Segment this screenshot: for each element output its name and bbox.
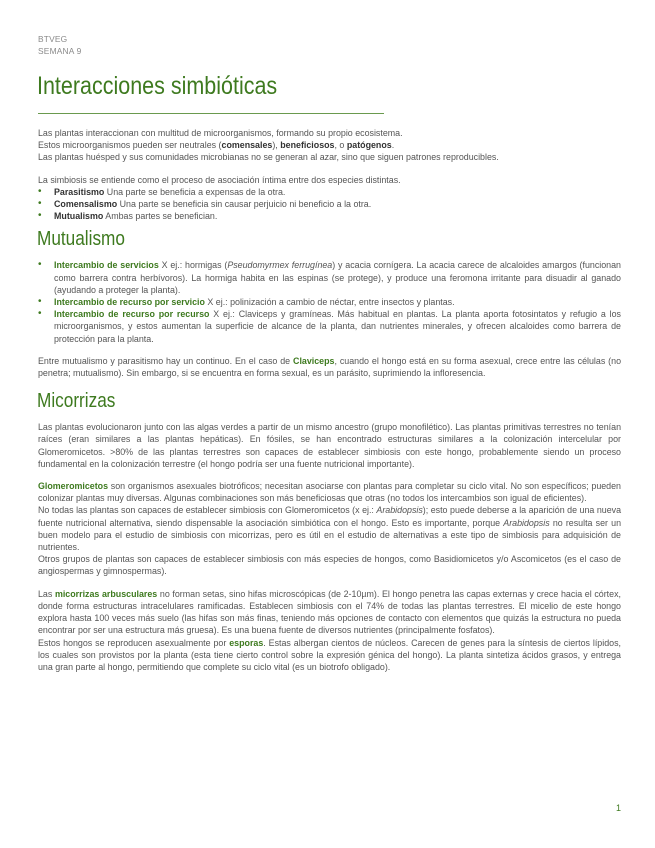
- list-item: • Mutualismo Ambas partes se benefician.: [38, 210, 621, 222]
- title-divider: [38, 113, 384, 114]
- symbiosis-types-list: [38, 186, 621, 223]
- term-comensales: comensales: [221, 140, 273, 151]
- glomeromicetos-paragraph: Glomeromicetos son organismos asexuales biotróficos; necesitan asociarse con plantas para completar su ciclo vital. No son específicos; pueden colonizar plantas muy diversas. Algunas combinaciones son más beneficiosas que otras (no todos los intercambios son igual de eficientes).: [38, 481, 621, 504]
- arbusculares-paragraph-2: Estos hongos se reproducen asexualmente por esporas. Estas albergan cientos de núcleos. Carecen de genes para la síntesis de ciertos lípidos, los cuales son provistos por la planta (esta tiene cierto control sobre la expresión génica del hongo). La planta sintetiza ácidos grasos, y entrega una gran parte al hongo, permitiendo que complete su ciclo vital (es un biotrofo obligado).: [38, 637, 621, 672]
- intro-line-1: Las plantas interaccionan con multitud de microorganismos, formando su propio ecosistema.: [38, 128, 403, 138]
- page-number: 1: [615, 803, 621, 813]
- term-patogenos: patógenos: [346, 140, 392, 151]
- mutualism-list: [38, 259, 621, 344]
- symbiosis-definition: La simbiosis se entiende como el proceso de asociación íntima entre dos especies distintas.: [38, 174, 401, 185]
- arbusculares-paragraph: Las micorrizas arbusculares no forman setas, sino hifas microscópicas (de 2-10µm). El hongo penetra las capas externas y crece hacia el córtex, donde forma estructuras intracelulares ramificadas. Establecen simbiosis con el 74% de todas las plantas terrestres. El micelio de este hongo explora hasta 100 veces más suelo (las hifas son más finas, teniendo más opciones de contacto con elementos que quizás la estructura no pueda encontrar por ser una estructura más gruesa). Es una buena fuente de diversos nutrientes (principalmente fosfatos).: [38, 588, 621, 636]
- list-item: • Comensalismo Una parte se beneficia sin causar perjuicio ni beneficio a la otra.: [38, 198, 621, 210]
- page-title: Interacciones simbióticas: [37, 72, 278, 100]
- glomeromicetos-paragraph-2: No todas las plantas son capaces de establecer simbiosis con Glomeromicetos (x ej.: Arabidopsis); esto puede deberse a la aparición de una nueva fuente nutricional alternativa, siendo dispensable la asociación simbiótica con el hongo. Esto es importante, porque Arabidopsis no resulta ser un buen modelo para el estudio de simbiosis con micorrizas, pero es útil en el estudio de alternativas a este tipo de simbiosis para adquisición de nutrientes.: [38, 505, 622, 553]
- list-item: • Intercambio de recurso por recurso X ej.: Claviceps y gramíneas. Más habitual en plantas. La planta aporta fotosintatos y refugio a los microorganismos, y estos aumentan la superficie de alcance de la planta, dan nutrientes minerales, y ofrecen alcaloides como barrera de protección para la planta.: [38, 308, 621, 345]
- section-heading-micorrizas: Micorrizas: [37, 390, 116, 413]
- list-item: • Intercambio de recurso por servicio X ej.: polinización a cambio de néctar, entre insectos y plantas.: [38, 296, 621, 308]
- document-body: [38, 127, 621, 673]
- section-heading-mutualismo: Mutualismo: [37, 228, 125, 251]
- page-header: [38, 33, 82, 57]
- micorrizas-paragraph-1: Las plantas evolucionaron junto con las algas verdes a partir de un mismo ancestro (grupo monofilético). Las plantas primitivas terrestres no tenían raíces (eran similares a las plantas hepáticas). En fósiles, se han encontrado estructuras similares a la colonización intercelular por Glomeromicetos. >80% de las plantas terrestres son capaces de establecer simbiosis con este hongo, probablemente siendo un proceso fundamental en la colonización terrestre (el hongo podría ser una fuente nutricional importante).: [38, 422, 621, 469]
- term-beneficiosos: beneficiosos: [280, 140, 335, 151]
- continuum-paragraph: Entre mutualismo y parasitismo hay un continuo. En el caso de Claviceps, cuando el hongo está en su forma asexual, crece entre las células (no penetra; mutualismo). Sin embargo, si se encuentra en forma sexual, es un parásito, suprimiendo la infloresencia.: [38, 355, 622, 379]
- term-claviceps: Claviceps: [293, 355, 335, 366]
- list-item: • Parasitismo Una parte se beneficia a expensas de la otra.: [38, 186, 621, 198]
- week-label: SEMANA 9: [38, 46, 82, 56]
- course-code: BTVEG: [38, 34, 68, 44]
- list-item: • Intercambio de servicios X ej.: hormigas (Pseudomyrmex ferrugínea) y acacia cornígera. La acacia carece de alcaloides amargos (funcionan como barrera contra herbívoros). La hormiga habita en las espinas (se protege), y produce una feromona irritante para disuadir al ganado (ayudando a proteger la planta).: [38, 259, 621, 296]
- intro-line-3: Las plantas huésped y sus comunidades microbianas no se generan al azar, sino que siguen patrones reproducibles.: [38, 152, 499, 163]
- intro-line-2: Estos microorganismos pueden ser neutrales (comensales), beneficiosos, o patógenos.: [38, 140, 395, 151]
- glomeromicetos-paragraph-3: Otros grupos de plantas son capaces de establecer simbiosis con más especies de hongos, como Basidiomicetos y/o Ascomicetos (es el caso de angiospermas y gimnospermas).: [38, 554, 621, 577]
